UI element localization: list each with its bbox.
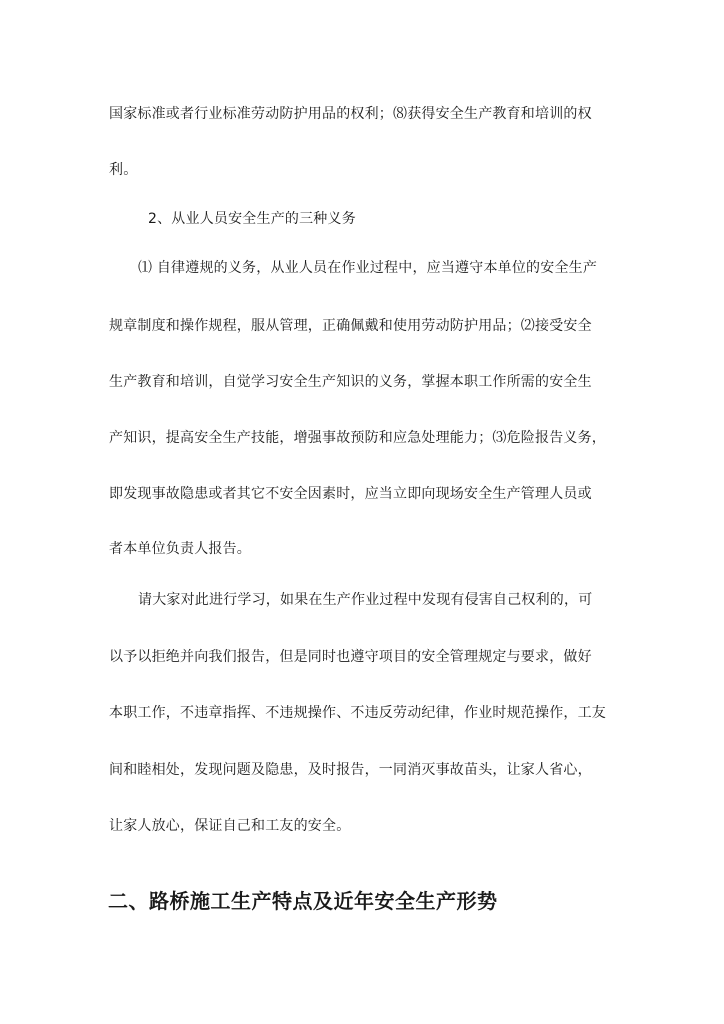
body-text-line: 本职工作，不违章指挥、不违规操作、不违反劳动纪律，作业时规范操作，工友 [109,705,606,721]
body-text-line: 以予以拒绝并向我们报告，但是同时也遵守项目的安全管理规定与要求，做好 [109,649,592,665]
body-text-line: 即发现事故隐患或者其它不安全因素时，应当立即向现场安全生产管理人员或 [109,486,592,502]
body-text-line: 请大家对此进行学习，如果在生产作业过程中发现有侵害自己权利的，可 [138,592,593,608]
body-text-line: 规章制度和操作规程，服从管理，正确佩戴和使用劳动防护用品；⑵接受安全 [109,318,592,334]
body-text-line: 国家标准或者行业标准劳动防护用品的权利；⑻获得安全生产教育和培训的权 [109,106,592,122]
section-heading: 二、路桥施工生产特点及近年安全生产形势 [108,889,498,913]
body-text-line: 者本单位负责人报告。 [109,541,251,557]
section-subtitle: 2、从业人员安全生产的三种义务 [148,211,356,227]
body-text-line: 生产教育和培训，自觉学习安全生产知识的义务，掌握本职工作所需的安全生 [109,374,592,390]
body-text-line: 利。 [109,162,138,178]
body-text-line: 让家人放心，保证自己和工友的安全。 [109,818,351,834]
body-text-line: ⑴ 自律遵规的义务，从业人员在作业过程中，应当遵守本单位的安全生产 [138,260,598,276]
body-text-line: 产知识，提高安全生产技能，增强事故预防和应急处理能力；⑶危险报告义务， [109,430,606,446]
body-text-line: 间和睦相处，发现问题及隐患，及时报告，一同消灭事故苗头，让家人省心， [109,762,592,778]
